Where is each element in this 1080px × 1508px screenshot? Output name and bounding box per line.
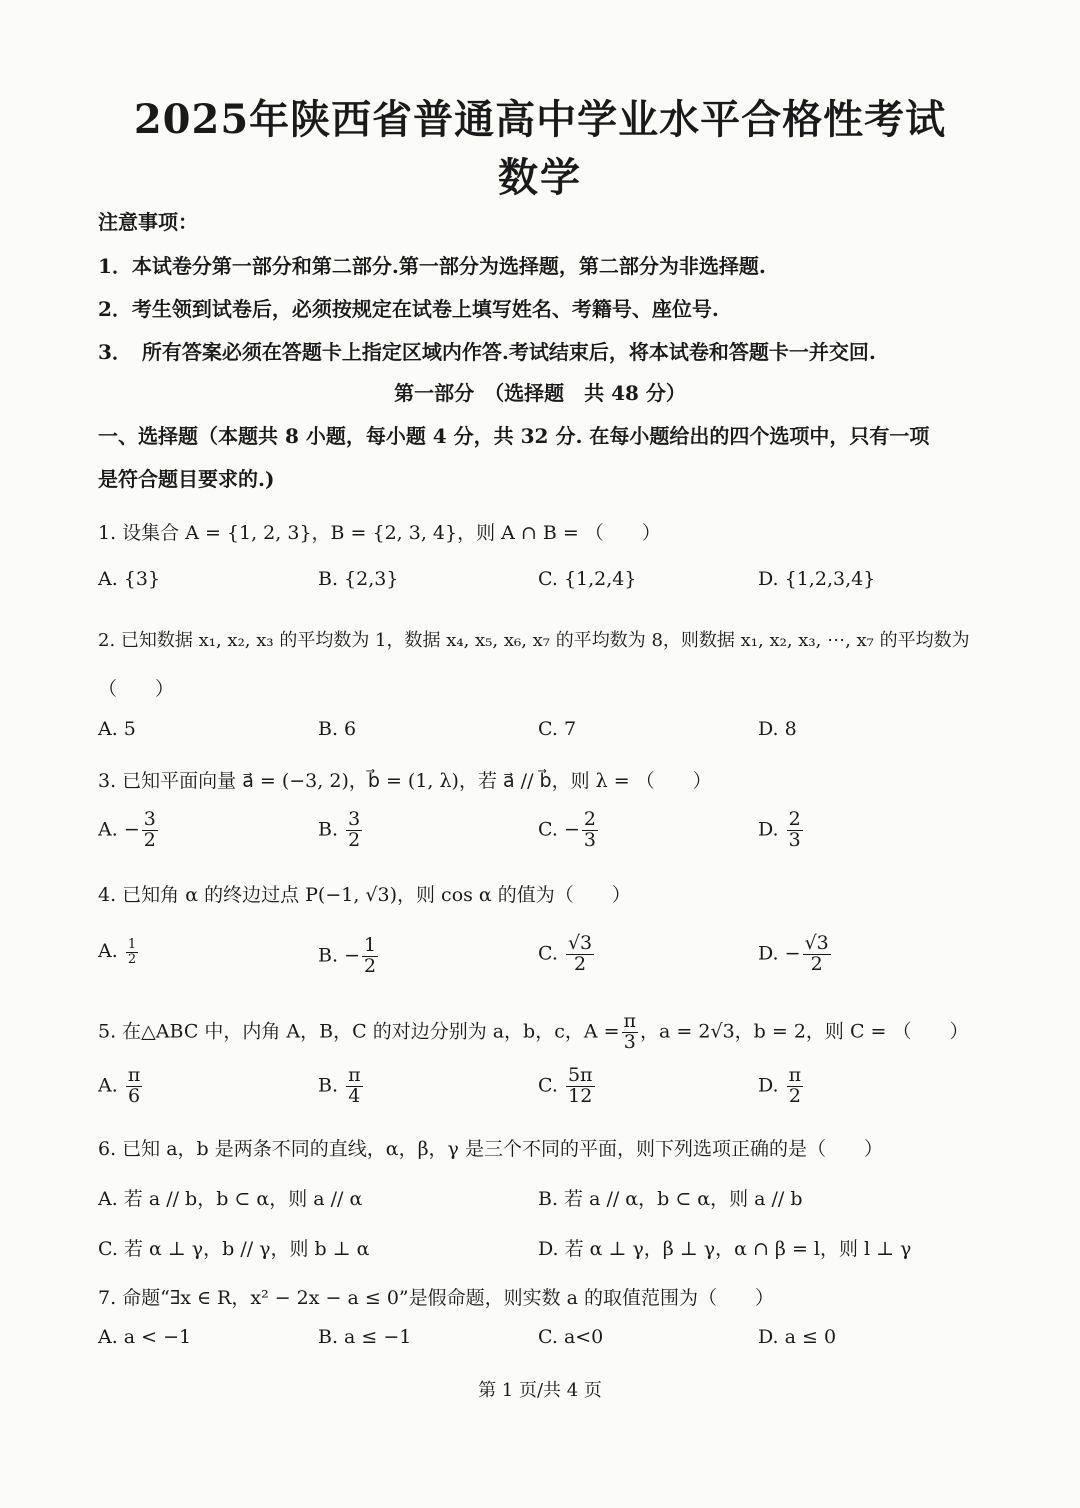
q7-option-d[interactable]: D. a ≤ 0	[758, 1326, 837, 1348]
fraction	[582, 810, 598, 851]
option-label: B.	[318, 1074, 339, 1097]
q2-option-a[interactable]: A. 5	[98, 718, 136, 740]
option-label: A.	[98, 1074, 118, 1097]
q3-option-d[interactable]	[758, 810, 805, 851]
numerator: π	[623, 1010, 637, 1032]
q6-option-b[interactable]: B. 若 a // α，b ⊂ α，则 a // b	[538, 1188, 803, 1210]
fraction	[566, 934, 594, 975]
numerator: √3	[804, 932, 829, 954]
option-sign: −	[344, 944, 360, 967]
q2-option-c[interactable]: C. 7	[538, 718, 577, 740]
denominator: 4	[348, 1084, 361, 1107]
question-4-stem: 4. 已知角 α 的终边过点 P(−1, √3)，则 cos α 的值为（ ）	[98, 884, 631, 906]
fraction	[803, 934, 831, 975]
fraction	[126, 938, 138, 966]
q4-option-a[interactable]	[98, 938, 140, 966]
exam-title: 2025年陕西省普通高中学业水平合格性考试	[133, 96, 947, 143]
section-instruction-line1: 一、选择题（本题共 8 小题，每小题 4 分，共 32 分. 在每小题给出的四个选项中，只有一项	[98, 424, 930, 448]
denominator: 2	[810, 952, 823, 975]
numerator: 2	[583, 808, 596, 830]
q1-option-c[interactable]: C. {1,2,4}	[538, 568, 637, 590]
q3-option-b[interactable]	[318, 810, 364, 851]
note-item-2: 2．考生领到试卷后，必须按规定在试卷上填写姓名、考籍号、座位号.	[98, 297, 719, 321]
q6-option-c[interactable]: C. 若 α ⊥ γ，b // γ，则 b ⊥ α	[98, 1238, 370, 1260]
q1-option-d[interactable]: D. {1,2,3,4}	[758, 568, 876, 590]
denominator: 3	[623, 1030, 636, 1053]
q2-option-b[interactable]: B. 6	[318, 718, 357, 740]
option-label: B.	[318, 818, 339, 841]
fraction	[346, 1066, 363, 1107]
q1-option-a[interactable]: A. {3}	[98, 568, 161, 590]
option-sign: −	[784, 942, 801, 965]
fraction	[566, 1066, 595, 1107]
option-label: B.	[318, 944, 339, 967]
q3-option-a[interactable]	[98, 810, 160, 851]
option-sign: −	[563, 818, 580, 841]
fraction	[346, 810, 362, 851]
fraction	[787, 810, 803, 851]
q4-option-b[interactable]	[318, 936, 380, 977]
option-label: C.	[538, 942, 558, 965]
numerator: 3	[348, 808, 361, 830]
question-2-stem: 2. 已知数据 x₁, x₂, x₃ 的平均数为 1，数据 x₄, x₅, x₆, x₇ 的平均数为 8，则数据 x₁, x₂, x₃, ⋯, x₇ 的平均数为	[98, 630, 970, 651]
q1-option-b[interactable]: B. {2,3}	[318, 568, 399, 590]
q4-option-c[interactable]	[538, 934, 596, 975]
q6-option-a[interactable]: A. 若 a // b，b ⊂ α，则 a // α	[98, 1188, 363, 1210]
numerator: √3	[567, 932, 593, 954]
note-item-1: 1．本试卷分第一部分和第二部分.第一部分为选择题，第二部分为非选择题.	[98, 254, 766, 278]
denominator: 2	[363, 954, 377, 977]
q5-stem-part-a: 5. 在△ABC 中，内角 A，B，C 的对边分别为 a，b，c，A =	[98, 1020, 620, 1043]
numerator: 3	[143, 808, 156, 830]
numerator: 1	[127, 937, 137, 952]
q5-option-d[interactable]	[758, 1066, 805, 1107]
denominator: 2	[127, 951, 137, 967]
q5-option-b[interactable]	[318, 1066, 365, 1107]
section-instruction-line2: 是符合题目要求的.)	[98, 467, 275, 491]
denominator: 2	[348, 828, 361, 851]
denominator: 2	[574, 952, 587, 975]
option-sign: −	[123, 818, 140, 841]
question-1-stem: 1. 设集合 A = {1, 2, 3}，B = {2, 3, 4}，则 A ∩ B = （ ）	[98, 522, 661, 544]
question-6-stem: 6. 已知 a，b 是两条不同的直线，α，β，γ 是三个不同的平面，则下列选项正确的是（ ）	[98, 1138, 883, 1160]
question-2-stem-cont: （ ）	[98, 678, 175, 700]
notes-heading: 注意事项：	[98, 210, 198, 234]
option-label: D.	[758, 942, 779, 965]
denominator: 6	[128, 1084, 141, 1107]
question-7-stem: 7. 命题“∃x ∈ R，x² − 2x − a ≤ 0”是假命题，则实数 a 的取值范围为（ ）	[98, 1287, 775, 1309]
denominator: 3	[788, 828, 801, 851]
fraction	[142, 810, 158, 851]
numerator: 5π	[567, 1064, 593, 1086]
q2-option-d[interactable]: D. 8	[758, 718, 797, 740]
question-3-stem: 3. 已知平面向量 a⃗ = (−3, 2)，b⃗ = (1, λ)，若 a⃗ // b⃗，则 λ = （ ）	[98, 770, 712, 792]
q5-stem-part-b: ，a = 2√3，b = 2，则 C = （ ）	[640, 1020, 969, 1043]
q6-option-d[interactable]: D. 若 α ⊥ γ，β ⊥ γ，α ∩ β = l，则 l ⊥ γ	[538, 1238, 912, 1260]
option-label: A.	[98, 940, 118, 963]
question-5-stem	[98, 1012, 968, 1053]
denominator: 2	[788, 1084, 801, 1107]
denominator: 2	[143, 828, 156, 851]
q5-option-a[interactable]	[98, 1066, 144, 1107]
numerator: π	[348, 1064, 361, 1086]
q4-option-d[interactable]	[758, 934, 833, 975]
denominator: 12	[568, 1084, 593, 1107]
q7-option-a[interactable]: A. a < −1	[98, 1326, 192, 1348]
fraction	[787, 1066, 804, 1107]
page-number: 第 1 页/共 4 页	[478, 1380, 602, 1401]
numerator: 2	[788, 808, 801, 830]
numerator: π	[127, 1064, 141, 1086]
option-label: C.	[538, 1074, 558, 1097]
option-label: C.	[538, 818, 558, 841]
q5-option-c[interactable]	[538, 1066, 597, 1107]
q7-option-c[interactable]: C. a<0	[538, 1326, 604, 1348]
fraction	[362, 936, 378, 977]
option-label: D.	[758, 818, 779, 841]
note-item-3: 3． 所有答案必须在答题卡上指定区域内作答.考试结束后，将本试卷和答题卡一并交回.	[98, 340, 876, 364]
part1-heading: 第一部分 （选择题 共 48 分）	[394, 381, 686, 405]
option-label: D.	[758, 1074, 779, 1097]
q7-option-b[interactable]: B. a ≤ −1	[318, 1326, 412, 1348]
denominator: 3	[583, 828, 596, 851]
option-label: A.	[98, 818, 118, 841]
q3-option-c[interactable]	[538, 810, 600, 851]
numerator: π	[788, 1064, 802, 1086]
numerator: 1	[363, 934, 377, 956]
exam-subject: 数学	[498, 154, 582, 201]
fraction	[126, 1066, 143, 1107]
fraction	[622, 1012, 639, 1053]
